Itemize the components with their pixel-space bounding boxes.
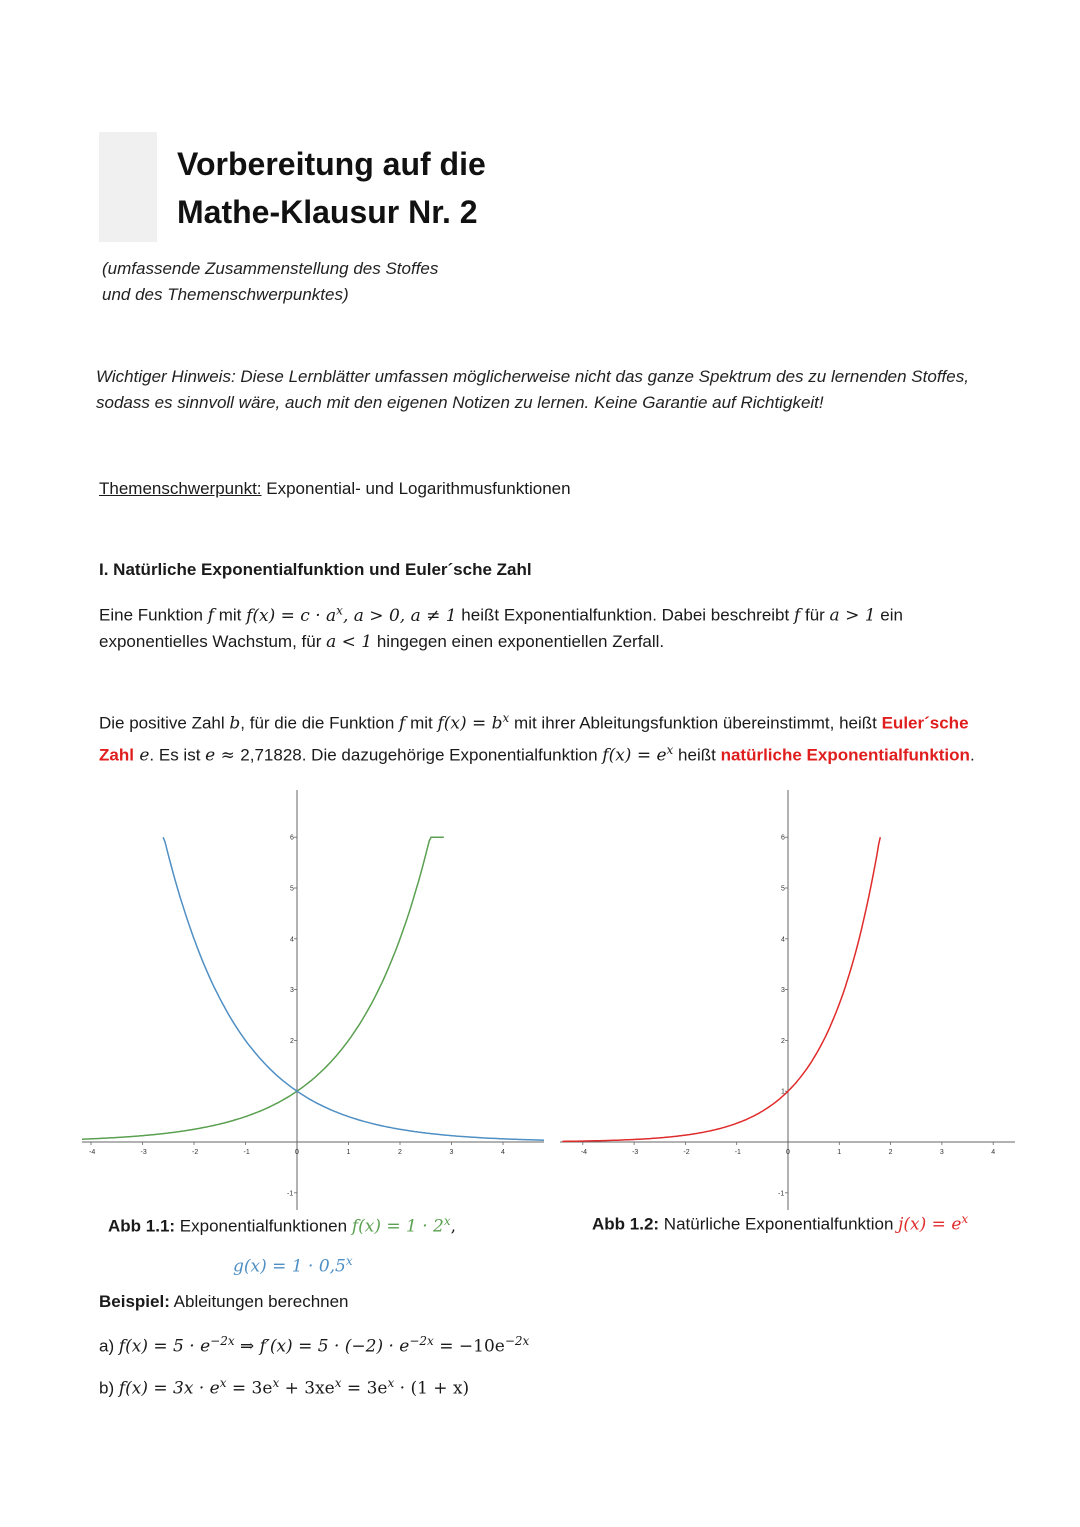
title-line-2: Mathe-Klausur Nr. 2 bbox=[177, 194, 478, 230]
x-tick-label: -4 bbox=[89, 1149, 96, 1156]
x-tick-label: 0 bbox=[786, 1149, 790, 1156]
definition-paragraph: Eine Funktion f mit $f(x) = c \cdot a^x$, a > 0, a ≠ 1 heißt Exponentialfunktion. Dabei beschreibt f für a > 1 ein exponentielles Wachstum, für a < 1 hingegen einen exponentiellen Zerfall. bbox=[99, 603, 903, 652]
y-tick-label: 6 bbox=[290, 834, 294, 842]
x-tick-label: 3 bbox=[939, 1149, 944, 1156]
section-heading: I. Natürliche Exponentialfunktion und Euler´sche Zahl bbox=[99, 560, 532, 579]
figure-2-caption: Abb 1.2: Natürliche Exponentialfunktion $j(x) = e^x$ bbox=[592, 1212, 969, 1235]
figure-1-caption-g: $g(x) = 1 \cdot 0,5^x$ bbox=[233, 1254, 353, 1277]
euler-paragraph: Die positive Zahl b, für die die Funktion f mit $f(x) = b^x$ mit ihrer Ableitungsfunktion übereinstimmt, heißt Euler´sche Zahl e. Es ist e ≈ 2,71828. Die dazugehörige Exponentialfunktion $f(x) = e^x$ heißt natürliche Exponentialfunktion. bbox=[99, 711, 975, 766]
subtitle-line-1: (umfassende Zusammenstellung des Stoffes bbox=[102, 259, 439, 278]
example-heading: Beispiel: Ableitungen berechnen bbox=[99, 1292, 349, 1311]
x-tick-label: 0 bbox=[295, 1149, 299, 1156]
y-tick-label: 3 bbox=[781, 987, 785, 995]
x-tick-label: -1 bbox=[243, 1149, 250, 1156]
topic-value: Exponential- und Logarithmusfunktionen bbox=[261, 479, 571, 498]
x-tick-label: -1 bbox=[734, 1149, 741, 1156]
x-tick-label: -2 bbox=[683, 1149, 690, 1156]
title-marker-box bbox=[99, 132, 157, 242]
y-tick-label: -1 bbox=[778, 1190, 785, 1198]
chart-exponential-functions bbox=[82, 790, 544, 1210]
y-tick-label: 5 bbox=[290, 885, 294, 893]
x-tick-label: -3 bbox=[140, 1149, 147, 1156]
page-title bbox=[177, 140, 486, 236]
important-notice: Wichtiger Hinweis: Diese Lernblätter umfassen möglicherweise nicht das ganze Spektrum des zu lernenden Stoffes, sodass es sinnvoll wäre, auch mit den eigenen Notizen zu lernen. Keine Garantie auf Richtigkeit! bbox=[96, 367, 969, 412]
example-a: a) $f(x) = 5 \cdot e^{-2x}$ ⇒ $f'(x) = 5 \cdot (-2) \cdot e^{-2x} = -10e^{-2x}$ bbox=[99, 1334, 530, 1357]
x-tick-label: 4 bbox=[501, 1149, 505, 1156]
subtitle-line-2: und des Themenschwerpunktes) bbox=[102, 285, 349, 304]
natural-exp-term: natürliche Exponentialfunktion bbox=[720, 745, 970, 765]
x-tick-label: -2 bbox=[192, 1149, 199, 1156]
x-tick-label: 2 bbox=[888, 1149, 893, 1156]
subtitle bbox=[102, 256, 438, 308]
series-line-2 bbox=[163, 834, 544, 1140]
title-line-1: Vorbereitung auf die bbox=[177, 146, 486, 182]
series-line-1 bbox=[82, 834, 444, 1139]
figure-1-caption: Abb 1.1: Exponentialfunktionen $f(x) = 1 \cdot 2^x$, bbox=[108, 1214, 457, 1237]
euler-value: 2,71828 bbox=[240, 745, 302, 765]
y-tick-label: 3 bbox=[290, 987, 294, 995]
x-tick-label: 1 bbox=[346, 1149, 351, 1156]
definition-formula: $f(x) = c \cdot a^x$, a > 0, a ≠ 1 bbox=[246, 603, 457, 626]
series-line-1 bbox=[562, 834, 880, 1141]
example-b: b) $f(x) = 3x \cdot e^x = 3e^x + 3xe^x = 3e^x \cdot (1 + x)$ bbox=[99, 1376, 470, 1399]
y-tick-label: 1 bbox=[781, 1088, 785, 1096]
chart-natural-exponential bbox=[560, 790, 1015, 1210]
y-tick-label: 2 bbox=[290, 1037, 294, 1045]
x-tick-label: 3 bbox=[449, 1149, 454, 1156]
y-tick-label: 6 bbox=[781, 834, 785, 842]
x-tick-label: 2 bbox=[398, 1149, 402, 1156]
x-tick-label: -3 bbox=[632, 1149, 639, 1156]
x-tick-label: 1 bbox=[837, 1149, 842, 1156]
euler-number-term: Euler´sche Zahl bbox=[99, 713, 969, 765]
x-tick-label: 4 bbox=[991, 1149, 996, 1156]
y-tick-label: 5 bbox=[781, 885, 785, 893]
y-tick-label: 2 bbox=[781, 1037, 785, 1045]
y-tick-label: -1 bbox=[287, 1190, 294, 1198]
topic-line bbox=[99, 476, 571, 502]
y-tick-label: 4 bbox=[781, 936, 785, 944]
y-tick-label: 4 bbox=[290, 936, 294, 944]
topic-label: Themenschwerpunkt: bbox=[99, 479, 262, 498]
x-tick-label: -4 bbox=[580, 1149, 588, 1156]
